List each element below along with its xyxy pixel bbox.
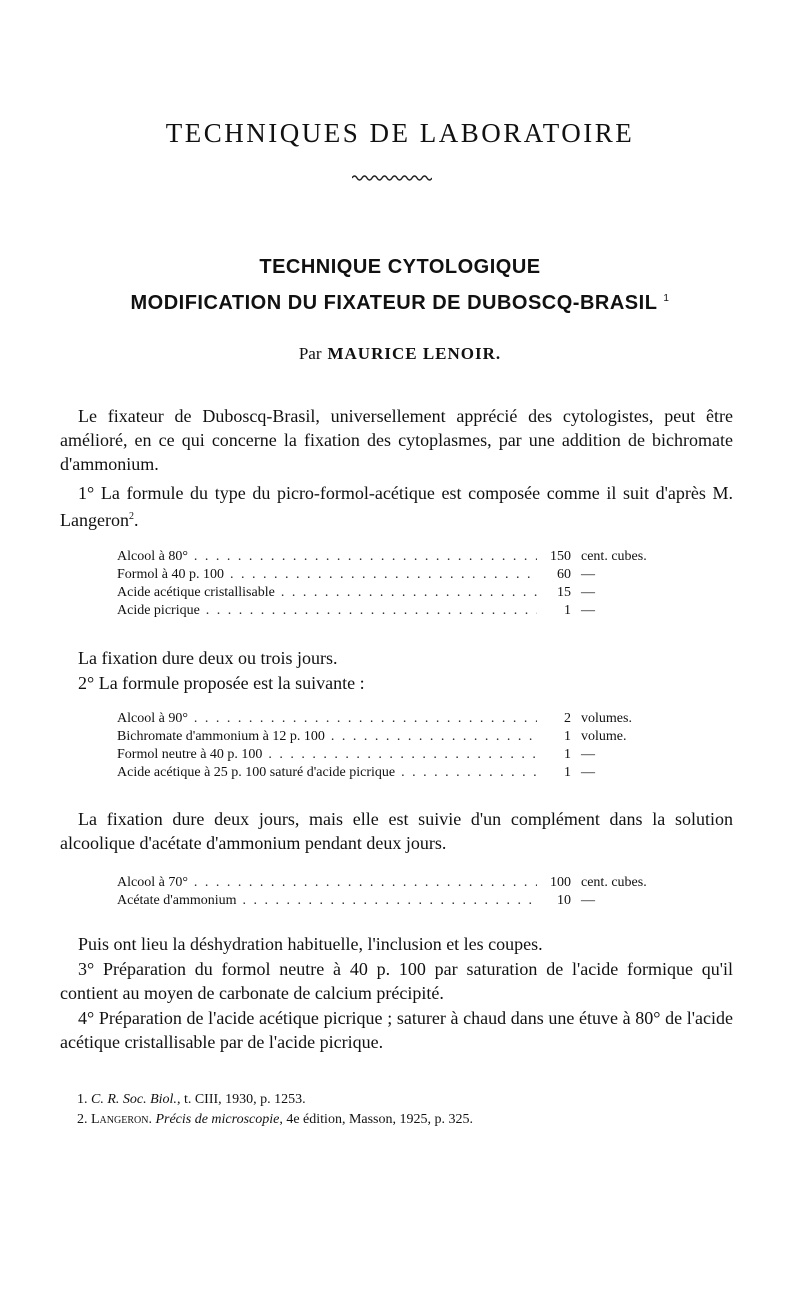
recipe-proposed	[117, 710, 677, 782]
article-title-line1: TECHNIQUE CYTOLOGIQUE	[259, 256, 541, 278]
ingredient-quantity: 150	[550, 549, 571, 564]
leader-dots	[243, 892, 537, 910]
footnote-1-number: 1.	[77, 1092, 88, 1107]
ingredient-unit: —	[581, 747, 595, 762]
ingredient-name: Alcool à 90°	[117, 711, 188, 726]
ingredient-unit: —	[581, 567, 595, 582]
leader-dots	[194, 548, 537, 566]
recipe-row	[117, 874, 677, 892]
ingredient-quantity: 1	[564, 603, 571, 618]
ingredient-quantity: 2	[564, 711, 571, 726]
author-name: MAURICE LENOIR.	[327, 344, 502, 363]
footnote-1-details: , t. CIII, 1930, p. 1253.	[176, 1092, 306, 1107]
ingredient-quantity: 10	[557, 893, 571, 908]
paragraph-formula-1	[60, 481, 733, 532]
ingredient-quantity: 1	[564, 747, 571, 762]
article-title-line2-text: MODIFICATION DU FIXATEUR DE DUBOSCQ-BRASIL	[130, 292, 658, 314]
paragraph-formula-1-text: 1° La formule du type du picro-formol-acétique est composée comme il suit d'après M. Langeron	[60, 483, 733, 530]
leader-dots	[206, 602, 537, 620]
footnotes	[77, 1090, 737, 1130]
footnote-1-journal: C. R. Soc. Biol.	[91, 1092, 177, 1107]
ingredient-unit: —	[581, 765, 595, 780]
ingredient-quantity: 60	[557, 567, 571, 582]
footnote-1	[77, 1090, 737, 1110]
ingredient-name: Alcool à 70°	[117, 875, 188, 890]
ingredient-name: Acide acétique à 25 p. 100 saturé d'acide picrique	[117, 765, 396, 780]
recipe-row	[117, 584, 677, 602]
recipe-ammonium-acetate	[117, 874, 677, 910]
ingredient-unit: cent. cubes.	[581, 875, 647, 890]
ingredient-name: Formol à 40 p. 100	[117, 567, 224, 582]
ingredient-unit: —	[581, 585, 595, 600]
recipe-row	[117, 728, 677, 746]
recipe-row	[117, 746, 677, 764]
footnote-ref-1[interactable]: 1	[663, 293, 670, 305]
ingredient-unit: volumes.	[581, 711, 632, 726]
leader-dots	[194, 874, 537, 892]
ingredient-name: Alcool à 80°	[117, 549, 188, 564]
ingredient-name: Acide picrique	[117, 603, 200, 618]
recipe-row	[117, 892, 677, 910]
byline	[0, 344, 800, 364]
ingredient-unit: —	[581, 603, 595, 618]
paragraph-formula-2: 2° La formule proposée est la suivante :	[78, 673, 365, 693]
ingredient-name: Acétate d'ammonium	[117, 893, 237, 908]
ingredient-quantity: 100	[550, 875, 571, 890]
leader-dots	[331, 728, 537, 746]
recipe-row	[117, 548, 677, 566]
title-ornament	[352, 174, 432, 182]
leader-dots	[194, 710, 537, 728]
leader-dots	[401, 764, 537, 782]
leader-dots	[268, 746, 537, 764]
paragraph-intro: Le fixateur de Duboscq-Brasil, universellement apprécié des cytologistes, peut être amélioré, en ce qui concerne la fixation des cytoplasmes, par une addition de bichromate d'ammonium.	[60, 406, 733, 474]
paragraph-formol-prep: 3° Préparation du formol neutre à 40 p. 100 par saturation de l'acide formique qu'il contient au moyen de carbonate de calcium précipité.	[60, 959, 733, 1003]
article-title-line2	[0, 292, 800, 315]
byline-prefix: Par	[298, 344, 322, 363]
ingredient-quantity: 15	[557, 585, 571, 600]
footnote-2-title: Précis de microscopie	[155, 1112, 280, 1127]
footnote-2	[77, 1110, 737, 1130]
paragraph-complement: La fixation dure deux jours, mais elle est suivie d'un complément dans la solution alcoolique d'acétate d'ammonium pendant deux jours.	[60, 809, 733, 853]
footnote-2-number: 2.	[77, 1112, 88, 1127]
recipe-row	[117, 764, 677, 782]
footnote-2-author: Langeron.	[91, 1112, 152, 1127]
section-title: TECHNIQUES DE LABORATOIRE	[165, 118, 635, 148]
paragraph-picric-prep: 4° Préparation de l'acide acétique picrique ; saturer à chaud dans une étuve à 80° de l'acide acétique cristallisable par de l'acide picrique.	[60, 1008, 733, 1052]
ingredient-name: Bichromate d'ammonium à 12 p. 100	[117, 729, 325, 744]
recipe-row	[117, 602, 677, 620]
footnote-2-details: , 4e édition, Masson, 1925, p. 325.	[279, 1112, 473, 1127]
ingredient-unit: cent. cubes.	[581, 549, 647, 564]
footnote-ref-2[interactable]: 2	[128, 511, 134, 522]
ingredient-quantity: 1	[564, 765, 571, 780]
paragraph-formula-1-end: .	[133, 510, 139, 530]
leader-dots	[230, 566, 537, 584]
recipe-row	[117, 710, 677, 728]
recipe-picro-formol	[117, 548, 677, 620]
recipe-row	[117, 566, 677, 584]
leader-dots	[281, 584, 537, 602]
ingredient-name: Formol neutre à 40 p. 100	[117, 747, 263, 762]
ingredient-unit: —	[581, 893, 595, 908]
paragraph-fixation-duration: La fixation dure deux ou trois jours.	[78, 648, 338, 668]
ingredient-quantity: 1	[564, 729, 571, 744]
paragraph-dehydration: Puis ont lieu la déshydration habituelle, l'inclusion et les coupes.	[78, 934, 543, 954]
ingredient-unit: volume.	[581, 729, 627, 744]
ingredient-name: Acide acétique cristallisable	[117, 585, 275, 600]
